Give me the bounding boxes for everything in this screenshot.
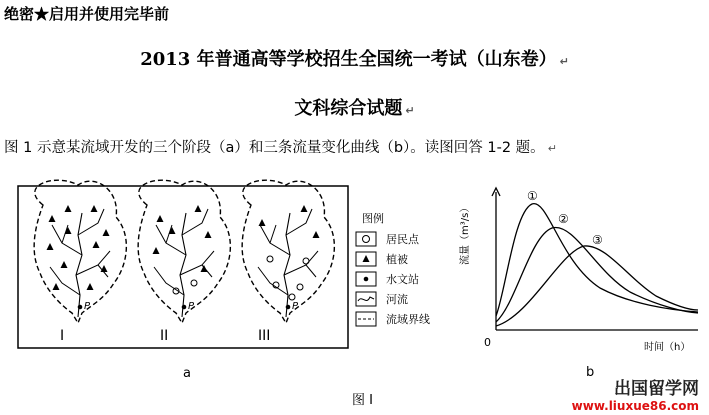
legend-label-hydro: 水文站: [386, 273, 419, 286]
panel-a-caption: a: [183, 366, 191, 381]
hydrograph: [458, 188, 698, 380]
exam-subtitle: 文科综合试题 ↵: [294, 98, 415, 119]
legend-label-settlement: 居民点: [386, 233, 419, 246]
panel-b-caption: b: [586, 365, 595, 380]
legend-label-vegetation: 植被: [386, 253, 408, 266]
exam-title: 2013 年普通高等学校招生全国统一考试（山东卷） ↵: [140, 49, 569, 70]
stage-label-1: I: [60, 328, 65, 344]
stage-label-3: III: [258, 328, 271, 344]
stage-label-2: II: [160, 328, 169, 344]
legend-label-river: 河流: [386, 293, 408, 306]
basin-stage-1: [34, 180, 126, 323]
curve-label-2: ②: [558, 212, 569, 226]
figure-caption: 图 I: [352, 393, 373, 408]
confidential-label: 绝密★启用并使用完毕前: [4, 5, 170, 23]
legend-title: 图例: [362, 212, 384, 225]
basin-stage-2: [138, 180, 230, 323]
watermark: [572, 374, 699, 413]
point-p-label-2: P: [188, 301, 195, 312]
legend-label-boundary: 流域界线: [386, 313, 430, 326]
settlement-icon: [356, 232, 376, 246]
watermark-url: www.liuxue86.com: [571, 399, 699, 413]
y-axis-label: 流量（m³/s）: [460, 202, 471, 265]
origin-label: 0: [484, 336, 491, 349]
curve-label-3: ③: [592, 233, 603, 247]
point-p-label-1: P: [84, 301, 91, 312]
basin-stage-3: [242, 180, 334, 323]
curve-label-1: ①: [527, 189, 538, 203]
curve-1: [496, 204, 698, 316]
x-axis-label: 时间（h）: [644, 342, 691, 353]
question-text: 图 1 示意某流域开发的三个阶段（a）和三条流量变化曲线（b）。读图回答 1-2 题。 ↵: [4, 140, 557, 156]
watermark-site-name: 出国留学网: [614, 379, 699, 399]
point-p-label-3: P: [292, 301, 299, 312]
legend: [356, 211, 430, 326]
